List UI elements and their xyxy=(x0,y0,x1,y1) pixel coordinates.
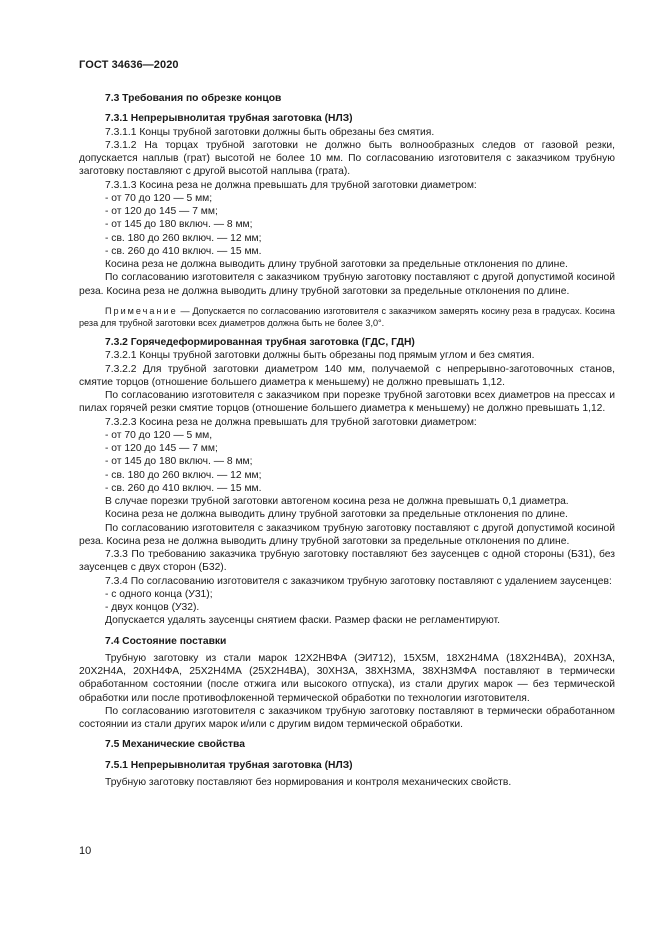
page-number: 10 xyxy=(79,845,92,857)
document-header: ГОСТ 34636—2020 xyxy=(79,59,179,71)
clause-7-3-1-3: 7.3.1.3 Косина реза не должна превышать для трубной заготовки диаметром: xyxy=(105,179,477,191)
list-item: - от 70 до 120 — 5 мм, xyxy=(105,429,213,441)
paragraph: Трубную заготовку из стали марок 12Х2НВФА (ЭИ712), 15Х5М, 18Х2Н4МА (18Х2Н4ВА), 20ХН3А, 20Х2Н4А, 20ХН4ФА, 25Х2Н4МА (25Х2Н4ВА), 30ХН3А, 38ХН3МА, 38ХН3МФА поставляют в термически обработанном состоянии (после отжига или высокого отпуска), из стали других марок — без термической обработки или после противофлокенной термической обработки по технологии изготовителя. xyxy=(79,652,615,704)
paragraph: По согласованию изготовителя с заказчиком трубную заготовку поставляют с другой допустимой косиной реза. Косина реза не должна выводить длину трубной заготовки за предельные отклонения по длине. xyxy=(79,272,615,297)
list-item: - от 145 до 180 включ. — 8 мм; xyxy=(105,456,253,468)
clause-7-3-2-3: 7.3.2.3 Косина реза не должна превышать для трубной заготовки диаметром: xyxy=(105,416,477,428)
list-item: - от 145 до 180 включ. — 8 мм; xyxy=(105,219,253,231)
paragraph: Трубную заготовку поставляют без нормирования и контроля механических свойств. xyxy=(105,776,512,788)
clause-7-3-2-1: 7.3.2.1 Концы трубной заготовки должны быть обрезаны под прямым углом и без смятия. xyxy=(105,350,535,362)
subsection-heading-7-5-1: 7.5.1 Непрерывнолитая трубная заготовка (НЛЗ) xyxy=(105,759,353,771)
list-item: - от 120 до 145 — 7 мм; xyxy=(105,206,218,217)
list-item: - св. 180 до 260 включ. — 12 мм; xyxy=(105,232,262,244)
section-heading-7-5: 7.5 Механические свойства xyxy=(105,739,245,751)
paragraph: Косина реза не должна выводить длину трубной заготовки за предельные отклонения по длине. xyxy=(105,509,568,521)
clause-7-3-3: 7.3.3 По требованию заказчика трубную заготовку поставляют без заусенцев с одной стороны (Б31), без заусенцев с двух сторон (Б32). xyxy=(79,549,615,574)
subsection-heading-7-3-2: 7.3.2 Горячедеформированная трубная заготовка (ГДС, ГДН) xyxy=(105,337,415,349)
paragraph: По согласованию изготовителя с заказчиком при порезке трубной заготовки всех диаметров на прессах и пилах горячей резки смятие торцов (отношение большего диаметра к меньшему) не должно превышать 1,12. xyxy=(79,390,615,415)
section-heading-7-3: 7.3 Требования по обрезке концов xyxy=(105,93,282,104)
section-heading-7-4: 7.4 Состояние поставки xyxy=(105,635,227,647)
document-body xyxy=(79,92,615,789)
list-item: - св. 260 до 410 включ. — 15 мм. xyxy=(105,245,262,257)
clause-7-3-1-1: 7.3.1.1 Концы трубной заготовки должны быть обрезаны без смятия. xyxy=(105,126,435,138)
note xyxy=(79,305,615,329)
list-item: - св. 180 до 260 включ. — 12 мм; xyxy=(105,469,262,481)
paragraph: Допускается удалять заусенцы снятием фаски. Размер фаски не регламентируют. xyxy=(105,615,500,627)
list-item: - двух концов (У32). xyxy=(105,602,200,614)
clause-7-3-4: 7.3.4 По согласованию изготовителя с заказчиком трубную заготовку поставляют с удалением заусенцев: xyxy=(105,575,612,587)
subsection-heading-7-3-1: 7.3.1 Непрерывнолитая трубная заготовка (НЛЗ) xyxy=(105,113,353,125)
clause-7-3-1-2: 7.3.1.2 На торцах трубной заготовки не должно быть волнообразных следов от газовой резки, допускается наплыв (грат) высотой не более 10 мм. По согласованию изготовителя с заказчиком трубную заготовку поставляют с другой высотой наплыва (грата). xyxy=(79,139,615,178)
paragraph: В случае порезки трубной заготовки автогеном косина реза не должна превышать 0,1 диаметра. xyxy=(105,496,569,508)
list-item: - от 120 до 145 — 7 мм; xyxy=(105,443,218,455)
list-item: - от 70 до 120 — 5 мм; xyxy=(105,192,213,204)
paragraph: Косина реза не должна выводить длину трубной заготовки за предельные отклонения по длине. xyxy=(105,259,568,270)
clause-7-3-2-2: 7.3.2.2 Для трубной заготовки диаметром 140 мм, получаемой с непрерывно-заготовочных станов, смятие торцов (отношение большего диаметра к меньшему) не должно превышать 1,12. xyxy=(79,363,615,388)
paragraph: По согласованию изготовителя с заказчиком трубную заготовку поставляют с другой допустимой косиной реза. Косина реза не должна выводить длину трубной заготовки за предельные отклонения по длине. xyxy=(79,522,615,547)
note-text: — Допускается по согласованию изготовителя с заказчиком замерять косину реза в градусах. Косина реза для трубной заготовки всех диаметров должна быть не более 3,0°. xyxy=(79,305,615,328)
list-item: - св. 260 до 410 включ. — 15 мм. xyxy=(105,482,262,494)
note-label: Примечание xyxy=(105,305,178,316)
paragraph: По согласованию изготовителя с заказчиком трубную заготовку поставляют в термически обработанном состоянии из стали других марок и/или с другим видом термической обработки. xyxy=(79,705,615,731)
list-item: - с одного конца (У31); xyxy=(105,588,213,600)
